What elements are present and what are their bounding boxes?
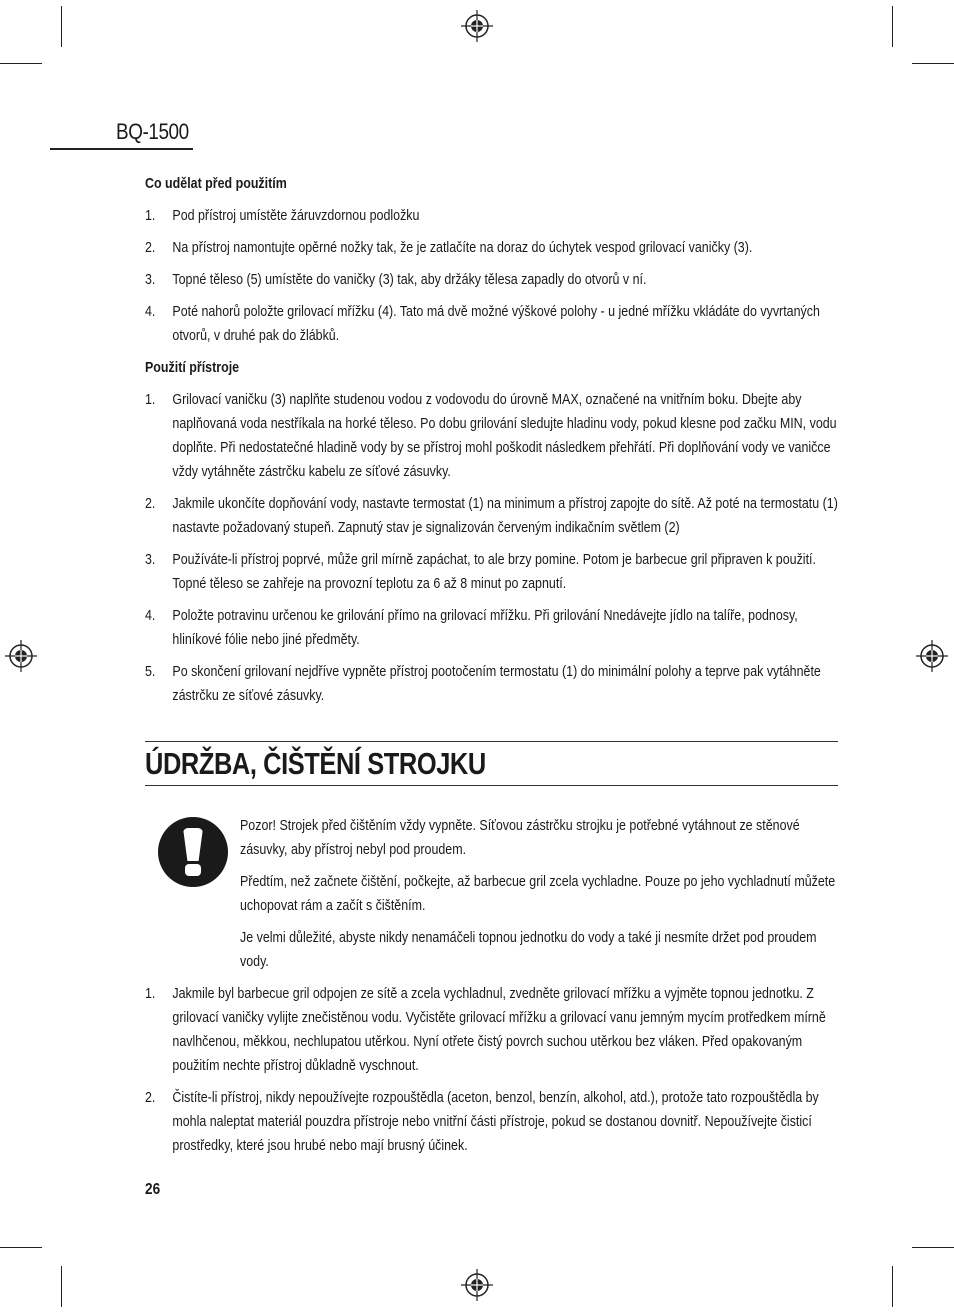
crop-mark: [61, 1266, 62, 1307]
model-underline: [50, 148, 193, 150]
crop-mark: [0, 1247, 42, 1248]
list-number: 2.: [145, 495, 156, 512]
warning-text: Pozor! Strojek před čištěním vždy vypněte. Síťovou zástrčku strojku je potřebné vytáhnout ze stěnové zásuvky, aby přístroj nebyl pod proudem.: [240, 817, 800, 858]
list-item: [145, 388, 838, 484]
list-text: Jakmile ukončíte dopňování vody, nastavte termostat (1) na minimum a přístroj zapojte do sítě. Až poté na termostatu (1) nastavte požadovaný stupeň. Zapnutý stav je signalizován červeným indikačním světlem (2): [172, 495, 838, 536]
list-item: [145, 1086, 838, 1158]
list-text: Topné těleso (5) umístěte do vaničky (3) tak, aby držáky tělesa zapadly do otvorů v ní.: [172, 271, 647, 288]
registration-mark-icon: [916, 640, 948, 672]
list-item: [145, 604, 838, 652]
registration-mark-icon: [461, 1269, 493, 1301]
list-number: 2.: [145, 1089, 156, 1106]
list-item: [145, 660, 838, 708]
list-text: Grilovací vaničku (3) naplňte studenou vodou z vodovodu do úrovně MAX, označené na vnitřním boku. Dbejte aby naplňovaná voda nestříkala na horké těleso. Po dobu grilování sledujte hladinu vody, pokud klesne pod začku MIN, vodu doplňte. Při nedostatečné hladině vody by se přístroj mohl poškodit následkem přehřátí. Při doplňování vody ve vaničce vždy vytáhněte zástrčku kabelu ze síťové zásuvky.: [172, 391, 837, 480]
section-heading: Co udělat před použitím: [145, 175, 287, 192]
section-heading: Použití přístroje: [145, 359, 240, 376]
list-text: Čistíte-li přístroj, nikdy nepoužívejte rozpouštědla (aceton, benzol, benzín, alkohol, atd.), protože tato rozpouštědla by mohla naleptat materiál pouzdra přístroje nebo vnitřní části přístroje, pokud se dostanou dovnitř. Nepoužívejte čisticí prostředky, které jsou hrubé nebo mají brusný účinek.: [172, 1089, 819, 1154]
list-number: 1.: [145, 391, 156, 408]
crop-mark: [61, 6, 62, 47]
page-number: 26: [145, 1181, 161, 1198]
section-before-use: [145, 172, 838, 708]
list-text: Jakmile byl barbecue gril odpojen ze sítě a zcela vychladnul, zvedněte grilovací mřížku a vyjměte topnou jednotku. Z grilovací vaničky vylijte znečistěnou vodu. Vyčistěte grilovací mřížku a grilovací vanu jemným mycím protředkem mírně navlhčenou, měkkou, nechlupatou utěrkou. Nyní otřete čistý povrch suchou utěrkou bez vláken. Před opakovaným použitím nechte přístroj důkladně vyschnout.: [172, 985, 826, 1074]
list-number: 4.: [145, 303, 156, 320]
crop-mark: [0, 63, 42, 64]
warning-text: Je velmi důležité, abyste nikdy nenamáčeli topnou jednotku do vody a také ji nesmíte držet pod proudem vody.: [240, 929, 817, 970]
list-number: 1.: [145, 985, 156, 1002]
list-item: [145, 982, 838, 1078]
maintenance-title-bar: [145, 741, 838, 786]
crop-mark: [912, 63, 954, 64]
list-text: Po skončení grilovaní nejdříve vypněte přístroj pootočením termostatu (1) do minimální polohy a teprve pak vytáhněte zástrčku ze síťové zásuvky.: [172, 663, 821, 704]
list-number: 3.: [145, 551, 156, 568]
maintenance-list: [145, 982, 838, 1158]
list-text: Poté nahorů položte grilovací mřížku (4). Tato má dvě možné výškové polohy - u jedné mřížku vkládáte do vyvrtaných otvorů, v druhé pak do žlábků.: [172, 303, 820, 344]
list-item: [145, 204, 838, 228]
list-item: [145, 300, 838, 348]
crop-mark: [892, 1266, 893, 1307]
list-number: 5.: [145, 663, 156, 680]
registration-mark-icon: [461, 10, 493, 42]
section-title: ÚDRŽBA, ČIŠTĚNÍ STROJKU: [145, 746, 486, 781]
warning-block: [240, 814, 838, 974]
crop-mark: [912, 1247, 954, 1248]
list-text: Používáte-li přístroj poprvé, může gril mírně zapáchat, to ale brzy pomine. Potom je barbecue gril připraven k použití. Topné těleso se zahřeje na provozní teplotu za 6 až 8 minut po zapnutí.: [172, 551, 816, 592]
list-item: [145, 236, 838, 260]
list-item: [145, 268, 838, 292]
warning-text: Předtím, než začnete čištění, počkejte, až barbecue gril zcela vychladne. Pouze po jeho vychladnutí můžete uchopovat rám a začít s čištěním.: [240, 873, 836, 914]
crop-mark: [892, 6, 893, 47]
list-item: [145, 492, 838, 540]
list-number: 2.: [145, 239, 156, 256]
model-title: BQ-1500: [116, 119, 189, 144]
registration-mark-icon: [5, 640, 37, 672]
list-text: Pod přístroj umístěte žáruvzdornou podložku: [172, 207, 420, 224]
list-number: 1.: [145, 207, 156, 224]
list-text: Položte potravinu určenou ke grilování přímo na grilovací mřížku. Při grilování Nnedávejte jídlo na talíře, podnosy, hliníkové fólie nebo jiné předměty.: [172, 607, 798, 648]
list-item: [145, 548, 838, 596]
list-text: Na přístroj namontujte opěrné nožky tak, že je zatlačíte na doraz do úchytek vespod grilovací vaničky (3).: [172, 239, 753, 256]
list-number: 3.: [145, 271, 156, 288]
list-number: 4.: [145, 607, 156, 624]
exclamation-icon: [158, 817, 228, 887]
